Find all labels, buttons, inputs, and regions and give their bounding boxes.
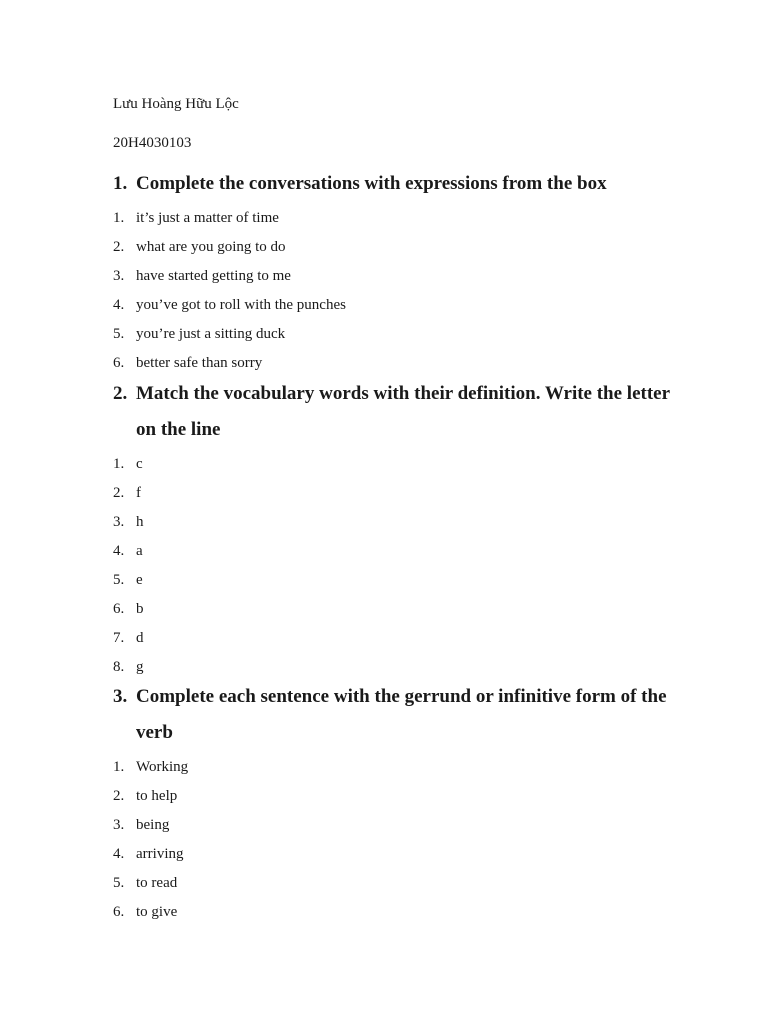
item-text: arriving [136, 846, 184, 862]
item-text: g [136, 659, 144, 675]
item-text: have started getting to me [136, 268, 291, 284]
item-text: it’s just a matter of time [136, 210, 279, 226]
item-number: 3. [113, 514, 125, 530]
section-title: Complete each sentence with the gerrund or infinitive form of the verb [136, 686, 667, 743]
section-1-heading [113, 166, 673, 202]
item-text: to help [136, 788, 178, 804]
item-number: 7. [113, 630, 125, 646]
item-number: 5. [113, 326, 125, 342]
section-number: 3. [113, 686, 128, 707]
item-number: 5. [113, 572, 125, 588]
item-text: you’re just a sitting duck [136, 326, 286, 342]
item-text: Working [136, 759, 189, 775]
item-number: 4. [113, 846, 125, 862]
item-number: 1. [113, 456, 125, 472]
section-number: 2. [113, 383, 128, 404]
item-text: what are you going to do [136, 239, 286, 255]
section-title: Match the vocabulary words with their definition. Write the letter on the line [136, 383, 670, 440]
item-number: 2. [113, 485, 125, 501]
item-text: to give [136, 904, 178, 920]
item-number: 1. [113, 759, 125, 775]
section-2-heading [113, 376, 673, 447]
item-number: 5. [113, 875, 125, 891]
item-text: b [136, 601, 144, 617]
item-text: f [136, 485, 141, 501]
section-3-heading [113, 679, 673, 750]
student-name: Lưu Hoàng Hữu Lộc [113, 96, 239, 112]
item-number: 6. [113, 601, 125, 617]
item-number: 4. [113, 297, 125, 313]
item-text: better safe than sorry [136, 355, 263, 371]
item-text: being [136, 817, 170, 833]
item-text: e [136, 572, 143, 588]
item-number: 1. [113, 210, 125, 226]
item-number: 2. [113, 239, 125, 255]
section-title: Complete the conversations with expressions from the box [136, 173, 607, 194]
item-text: c [136, 456, 143, 472]
item-text: a [136, 543, 143, 559]
section-number: 1. [113, 173, 128, 194]
item-number: 3. [113, 268, 125, 284]
item-number: 6. [113, 355, 125, 371]
item-text: h [136, 514, 144, 530]
item-number: 2. [113, 788, 125, 804]
item-text: you’ve got to roll with the punches [136, 297, 346, 313]
student-id: 20H4030103 [113, 135, 192, 151]
item-number: 3. [113, 817, 125, 833]
item-number: 4. [113, 543, 125, 559]
item-number: 6. [113, 904, 125, 920]
item-number: 8. [113, 659, 125, 675]
item-text: d [136, 630, 144, 646]
item-text: to read [136, 875, 178, 891]
